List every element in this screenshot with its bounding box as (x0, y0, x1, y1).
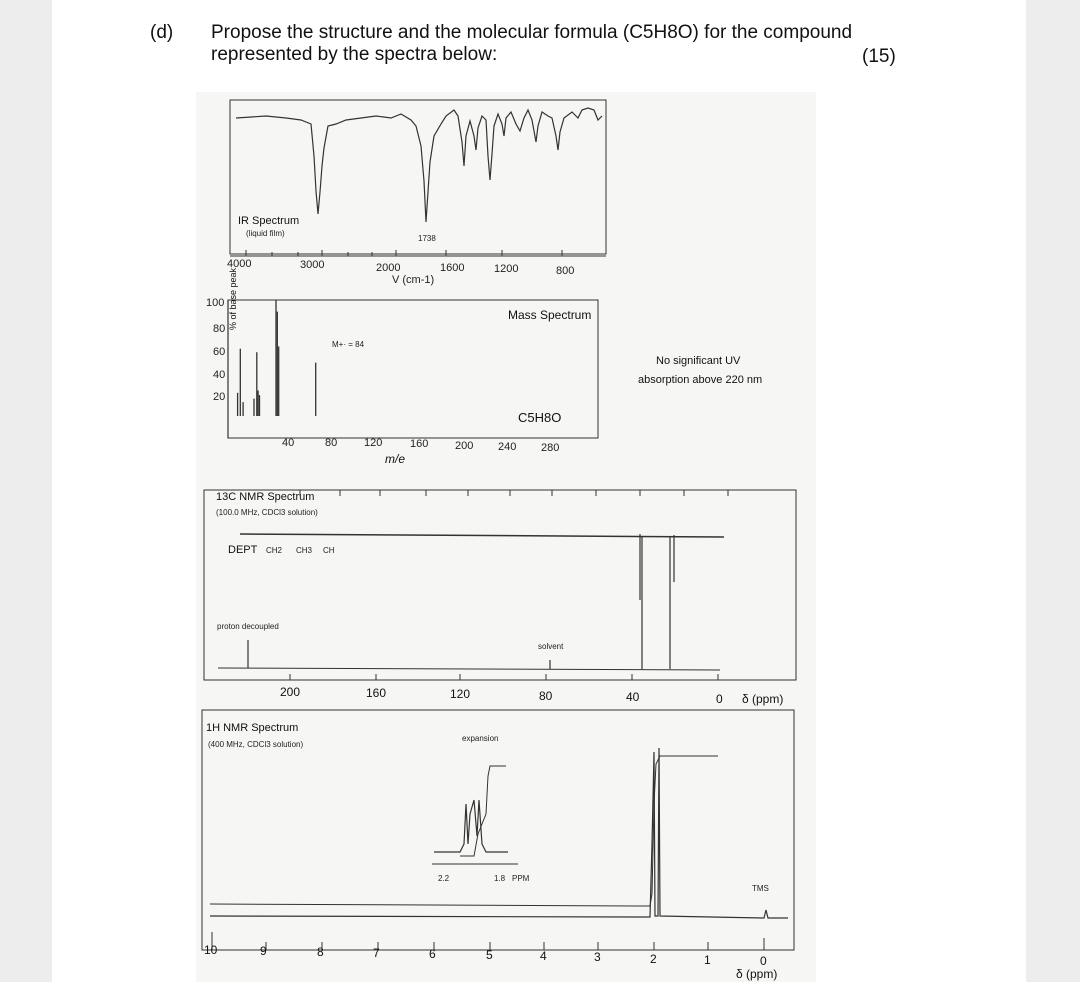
h1-expansion-label: expansion (462, 734, 499, 743)
uv-note-line2: absorption above 220 nm (638, 374, 763, 386)
h1-xtick: 10 (204, 943, 218, 957)
ms-ytick: 60 (213, 346, 226, 358)
ms-molecular-ion: M+· = 84 (332, 340, 365, 349)
ms-xtick: 120 (364, 437, 383, 449)
ir-xtick: 3000 (300, 259, 325, 271)
c13-xunit: δ (ppm) (742, 692, 784, 706)
c13-xtick: 160 (366, 686, 387, 700)
c13-xtick: 0 (716, 692, 723, 706)
h1-expansion-tick: 2.2 (438, 874, 450, 883)
h1-xtick: 0 (760, 954, 767, 968)
h1-subtitle: (400 MHz, CDCl3 solution) (208, 740, 304, 749)
ir-title: IR Spectrum (238, 215, 300, 227)
ms-title: Mass Spectrum (508, 308, 592, 322)
ir-subtitle: (liquid film) (246, 229, 285, 238)
c13-dept-label: DEPT (228, 544, 258, 556)
c13-dept-baseline (240, 534, 724, 537)
ir-xtick: 800 (556, 265, 575, 277)
h1-xtick: 3 (594, 950, 601, 964)
h1-xtick: 1 (704, 953, 711, 967)
h1-xtick: 2 (650, 952, 657, 966)
h1-xtick: 4 (540, 949, 547, 963)
ms-ytick: 100 (206, 297, 225, 309)
ir-xlabel: V (cm-1) (392, 274, 435, 286)
ms-xtick: 40 (282, 437, 295, 449)
ir-frame (230, 100, 606, 254)
ms-xtick: 240 (498, 441, 517, 453)
c13-dept-ch: CH (323, 546, 335, 555)
ms-ylabel: % of base peak (228, 267, 238, 330)
uv-note-line1: No significant UV (656, 355, 741, 367)
ms-xtick: 80 (325, 437, 338, 449)
ms-xtick: 160 (410, 438, 429, 450)
ir-xtick: 1600 (440, 262, 465, 274)
ms-xtick: 280 (541, 442, 560, 454)
c13-dept-ch3: CH3 (296, 546, 313, 555)
h1-xtick: 5 (486, 948, 493, 962)
h1-title: 1H NMR Spectrum (206, 722, 299, 734)
h1-xtick: 7 (373, 946, 380, 960)
h1-expansion-tick: 1.8 (494, 874, 506, 883)
ms-formula: C5H8O (518, 410, 562, 425)
h1-xtick: 8 (317, 945, 324, 959)
h1-expansion-trace (434, 800, 508, 852)
c13-baseline (218, 668, 720, 670)
c13-frame (204, 490, 796, 680)
ir-xtick: 2000 (376, 262, 401, 274)
c13-xtick: 80 (539, 689, 553, 703)
h1-xtick: 6 (429, 947, 436, 961)
ms-ytick: 20 (213, 391, 226, 403)
h1-xtick: 9 (260, 944, 267, 958)
c13-xtick: 120 (450, 687, 471, 701)
c13-solvent-label: solvent (538, 642, 564, 651)
ms-ytick: 80 (213, 323, 226, 335)
ir-trace (236, 108, 602, 222)
h1-xunit: δ (ppm) (736, 967, 778, 981)
ir-peak-label: 1738 (418, 234, 436, 243)
h1-expansion-unit: PPM (512, 874, 530, 883)
c13-xtick: 40 (626, 690, 640, 704)
ir-xtick: 1200 (494, 263, 519, 275)
question-label: (d) (150, 22, 174, 43)
ir-axis (226, 246, 610, 266)
c13-dept-ch2: CH2 (266, 546, 283, 555)
h1-tms-label: TMS (752, 884, 769, 893)
ms-xlabel: m/e (385, 452, 406, 466)
c13-xtick: 200 (280, 685, 301, 699)
h1-integral (210, 756, 718, 906)
c13-title: 13C NMR Spectrum (216, 491, 315, 503)
c13-subtitle: (100.0 MHz, CDCl3 solution) (216, 508, 318, 517)
ms-ytick: 40 (213, 369, 226, 381)
c13-decoupled-label: proton decoupled (217, 622, 279, 631)
question-text: Propose the structure and the molecular formula (C5H8O) for the compound represented by the spectra below: (211, 22, 853, 65)
h1-trace (210, 748, 788, 918)
ir-xtick: 4000 (227, 258, 252, 270)
question-marks: (15) (862, 46, 896, 67)
ms-xtick: 200 (455, 440, 474, 452)
